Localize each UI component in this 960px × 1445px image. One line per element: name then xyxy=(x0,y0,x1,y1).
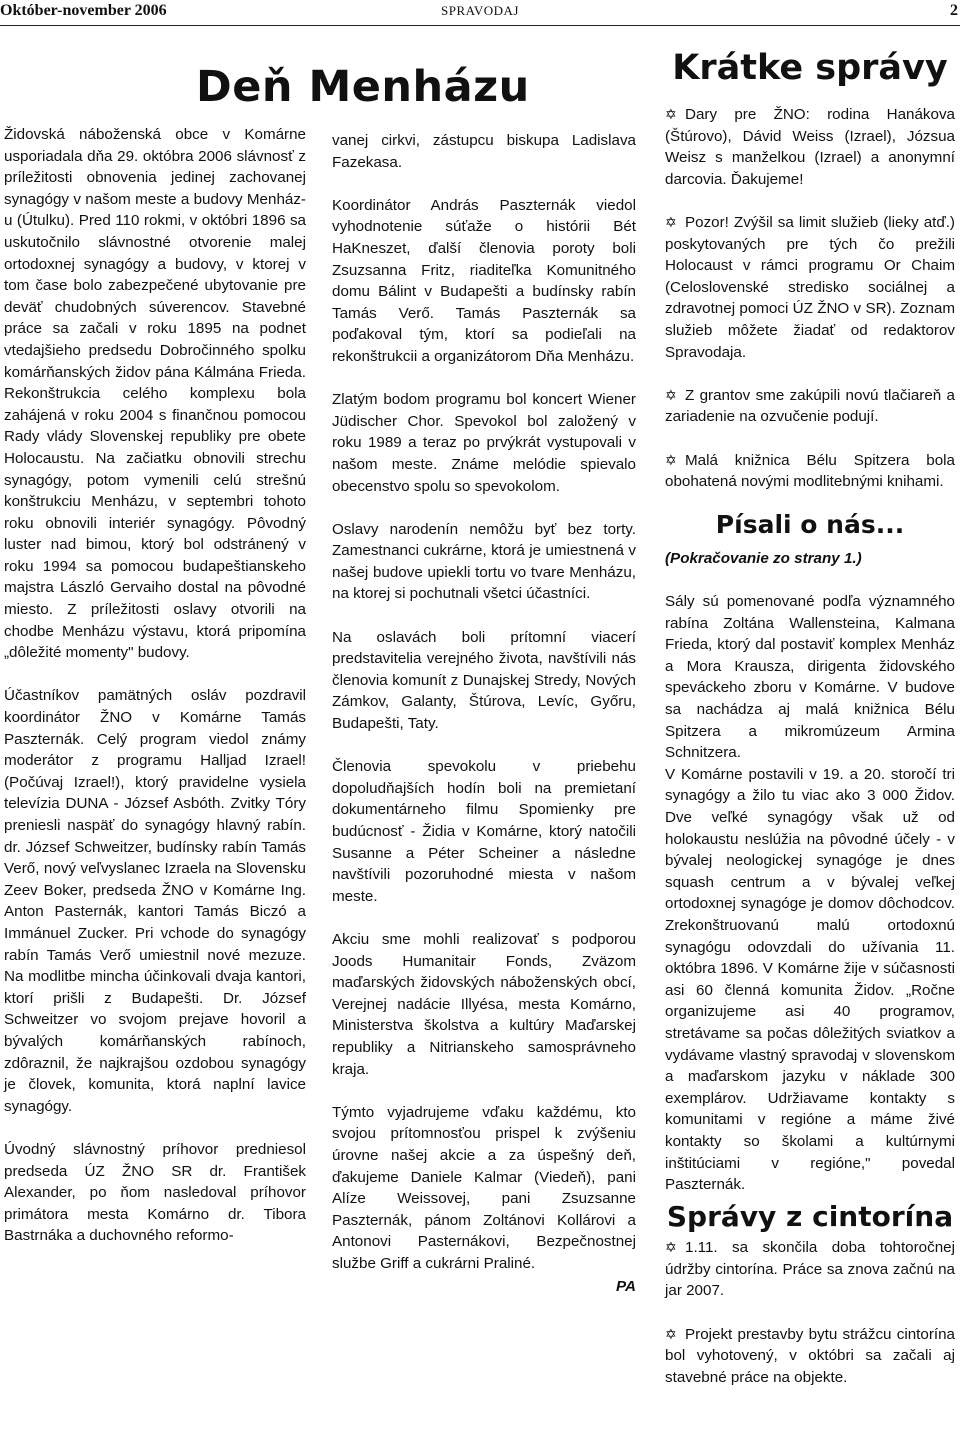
article-paragraph: Židovská náboženská obce v Komárne usporiadala dňa 29. októbra 2006 slávnosť z príležitosti obnovenia jedinej zachovanej synagógy v našom meste a budovy Menház-u (Útulku). Pred 110 rokmi, v októbri 1896 sa uskutočnilo slávnostné otvorenie malej ortodoxnej synagógy a budovy, v ktorej v tom čase bolo zabezpečené ubytovanie pre deväť chudobných súverencov. Stavebné práce sa začali v roku 1895 na podnet vtedajšieho predsedu Dobročinného spolku komárňanských židov pána Kálmána Frieda. Rekonštrukcia celého komplexu bola zahájená v roku 2004 s finančnou pomocou Rady vlády Slovenskej republiky pre obete Holocaustu. Na začiatku obnovili strechu synagógy, potom vymenili celú strešnú konštrukciu Menházu, v septembri tohoto roku obnovili interiér synagógy. Pôvodný luster nad bimou, ktorý bol odstránený v roku 1994 sa pomocou budapeštianskeho majstra László Gervaiho dostal na pôvodné miesto. Z príležitosti oslavy otvorili na chodbe Menházu výstavu, ktorá pripomína „dôležité momenty" budovy. xyxy=(4,126,306,662)
article-paragraph: Úvodný slávnostný príhovor predniesol predseda ÚZ ŽNO SR dr. František Alexander, po ňom nasledoval príhovor primátora mesta Komárno dr. Tibora Bastrnáka a duchovného reformo- xyxy=(4,1140,306,1245)
star-of-david-icon: ✡ xyxy=(665,106,677,122)
article-title: Deň Menházu xyxy=(196,62,530,112)
publication-name: SPRAVODAJ xyxy=(441,3,519,18)
cemetery-news-item xyxy=(665,1237,955,1302)
star-of-david-icon: ✡ xyxy=(665,213,677,230)
article-paragraph: Akciu sme mohli realizovať s podporou Joods Humanitair Fonds, Zväzom maďarských židovských náboženských obcí, Verejnej nadácie Illyésa, mesta Komárno, Ministerstva školstva a kultúry Maďarskej republiky a Nitrianskeho samosprávneho kraja. xyxy=(332,930,636,1078)
article-paragraph: vanej cirkvi, zástupcu biskupa Ladislava Fazekasa. xyxy=(332,132,636,171)
article-paragraph: Oslavy narodenín nemôžu byť bez torty. Zamestnanci cukrárne, ktorá je umiestnená v našej budove upiekli tortu vo tvare Menházu, na ktorej si pochutnali všetci účastníci. xyxy=(332,520,636,603)
page-header xyxy=(0,0,960,26)
article-column-1 xyxy=(4,124,306,1268)
author-signature: PA xyxy=(616,1278,636,1296)
continuation-note: (Pokračovanie zo strany 1.) xyxy=(665,549,862,567)
article-paragraph: Členovia spevokolu v priebehu dopoludňajších hodín boli na premietaní dokumentárneho filmu Spomienky pre budúcnosť - Židia v Komárne, ktorý natočili Susanne a Péter Scheiner a následne navštívili pozoruhodné miesta v našom meste. xyxy=(332,758,636,905)
news-item-text: Z grantov sme zakúpili novú tlačiareň a zariadenie na ozvučenie podují. xyxy=(665,386,955,426)
star-of-david-icon: ✡ xyxy=(665,1239,677,1256)
news-item-text: Dary pre ŽNO: rodina Hanákova (Štúrovo), Dávid Weiss (Izrael), Józsua Weisz s manželkou (Izrael) a anonymní darcovia. Ďakujeme! xyxy=(665,106,955,188)
article-paragraph: Účastníkov pamätných osláv pozdravil koordinátor ŽNO v Komárne Tamás Paszternák. Celý program viedol známy moderátor z programu Halljad Izrael! (Počúvaj Izrael!), ktorý pravidelne vysiela televízia DUNA - József Asbóth. Zvitky Tóry preniesli naspäť do synagógy hlavný rabín. dr. József Schweitzer, budínsky rabín Tamás Verő, nový veľvyslanec Izraela na Slovensku Zeev Boker, predseda ŽNO v Komárne Ing. Anton Pasternák, kantori Tamás Biczó a Immánuel Zucker. Pri vchode do synagógy rabín Tamás Verő umiestnil nové mezuze. Na modlitbe mincha účinkovali dvaja kantori, ktorí prišli z Budapešti. Dr. József Schweitzer vo svojom prejave hovoril a bývalých komárňanských rabínoch, zdôraznil, že najkrajšou ozdobou synagógy je človek, komunita, ktorá naplní lavice synagógy. xyxy=(4,687,306,1115)
star-of-david-icon: ✡ xyxy=(665,1325,677,1342)
kratke-spravy-title: Krátke správy xyxy=(672,48,948,88)
pisali-paragraph: Sály sú pomenované podľa významného rabína Zoltána Wallensteina, Kalmana Frieda, ktorý dal postaviť komplex Menház a Mora Krausza, dirigenta židovského speváckeho zboru v Komárne. V budove sa nachádza aj malá knižnica Bélu Spitzera a mikromúzeum Armina Schnitzera. xyxy=(665,593,955,762)
article-paragraph: Týmto vyjadrujeme vďaku každému, kto svojou prítomnosťou prispel k zvýšeniu úrovne našej akcie a za úspešný deň, ďakujeme Daniele Kalmar (Viedeň), pani Alíze Weissovej, pani Zsuzsanne Paszternák, pánom Zoltánovi Kollárovi a Antonovi Pasternákovi, Bezpečnostnej službe Griff a cukrárni Praliné. xyxy=(332,1103,636,1272)
sidebar-column xyxy=(665,104,955,1410)
article-paragraph: Na oslavách boli prítomní viacerí predstavitelia verejného života, navštívili nás členovia komunít z Dunajskej Stredy, Nových Zámkov, Galanty, Štúrova, Levíc, Győru, Budapešti, Taty. xyxy=(332,628,636,733)
news-item-text: Pozor! Zvýšil sa limit služieb (lieky atď.) poskytovaných pre tých čo prežili Holocaust v rámci programu Or Chaim (Celoslovenské stredisko sociálnej a zdravotnej pomoci ÚZ ŽNO v SR). Zoznam služieb môžete žiadať od redaktorov Spravodaja. xyxy=(665,213,955,361)
news-item xyxy=(665,104,955,190)
news-item-text: 1.11. sa skončila doba tohtoročnej údržby cintorína. Práce sa znova začnú na jar 2007. xyxy=(665,1239,955,1300)
pisali-o-nas-title: Písali o nás... xyxy=(715,510,905,540)
spravy-z-cintorina-title: Správy z cintorína xyxy=(666,1199,954,1233)
news-item xyxy=(665,212,955,363)
news-item-text: Projekt prestavby bytu strážcu cintorína bol vyhotovený, v októbri sa začali aj stavebné práce na objekte. xyxy=(665,1325,955,1386)
article-paragraph: Koordinátor András Paszternák viedol vyhodnotenie súťaže o histórii Bét HaKneszet, ďalší členovia poroty boli Zsuzsanna Fritz, riaditeľka Komunitného domu Bálint v Budapešti a budínsky rabín Tamás Verő. Tamás Paszternák sa poďakoval tým, ktorí sa podieľali na rekonštrukcii a organizátorom Dňa Menházu. xyxy=(332,196,636,365)
news-item xyxy=(665,450,955,493)
star-of-david-icon: ✡ xyxy=(665,451,677,468)
article-paragraph: Zlatým bodom programu bol koncert Wiener Jüdischer Chor. Spevokol bol založený v roku 1989 a teraz po prvýkrát vystupovali v našom meste. Známe melódie spievalo obecenstvo spolu so spevokolom. xyxy=(332,391,636,495)
pisali-paragraph: V Komárne postavili v 19. a 20. storočí tri synagógy a žilo tu viac ako 3 000 Židov. Dve veľké synagógy však už od holokaustu neslúžia na pôvodné účely - v bývalej neologickej synagóge je dnes squash centrum a v bývalej veľkej ortodoxnej synagóge je domov dôchodcov. Zrekonštruovanú malú ortodoxnú synagógu odovzdali do užívania 11. októbra 1896. V Komárne žije v súčasnosti asi 60 členná komunita Židov. „Ročne organizujeme asi 40 programov, stretávame sa počas dôležitých sviatkov a vydávame vlastný spravodaj v slovenskom a maďarskom jazyku v náklade 300 exemplárov. Udržiavame kontakty s komunitami v regióne a máme živé kontakty so školami a kultúrnymi inštitúciami v regióne," povedal Paszternák. xyxy=(665,765,955,1194)
news-item xyxy=(665,385,955,428)
page-number: 2 xyxy=(950,2,958,19)
star-of-david-icon: ✡ xyxy=(665,386,677,403)
issue-date: Október-november 2006 xyxy=(0,2,167,19)
cemetery-news-item xyxy=(665,1324,955,1389)
article-column-2 xyxy=(332,130,636,1298)
news-item-text: Malá knižnica Bélu Spitzera bola obohatená novými modlitebnými knihami. xyxy=(665,451,955,491)
